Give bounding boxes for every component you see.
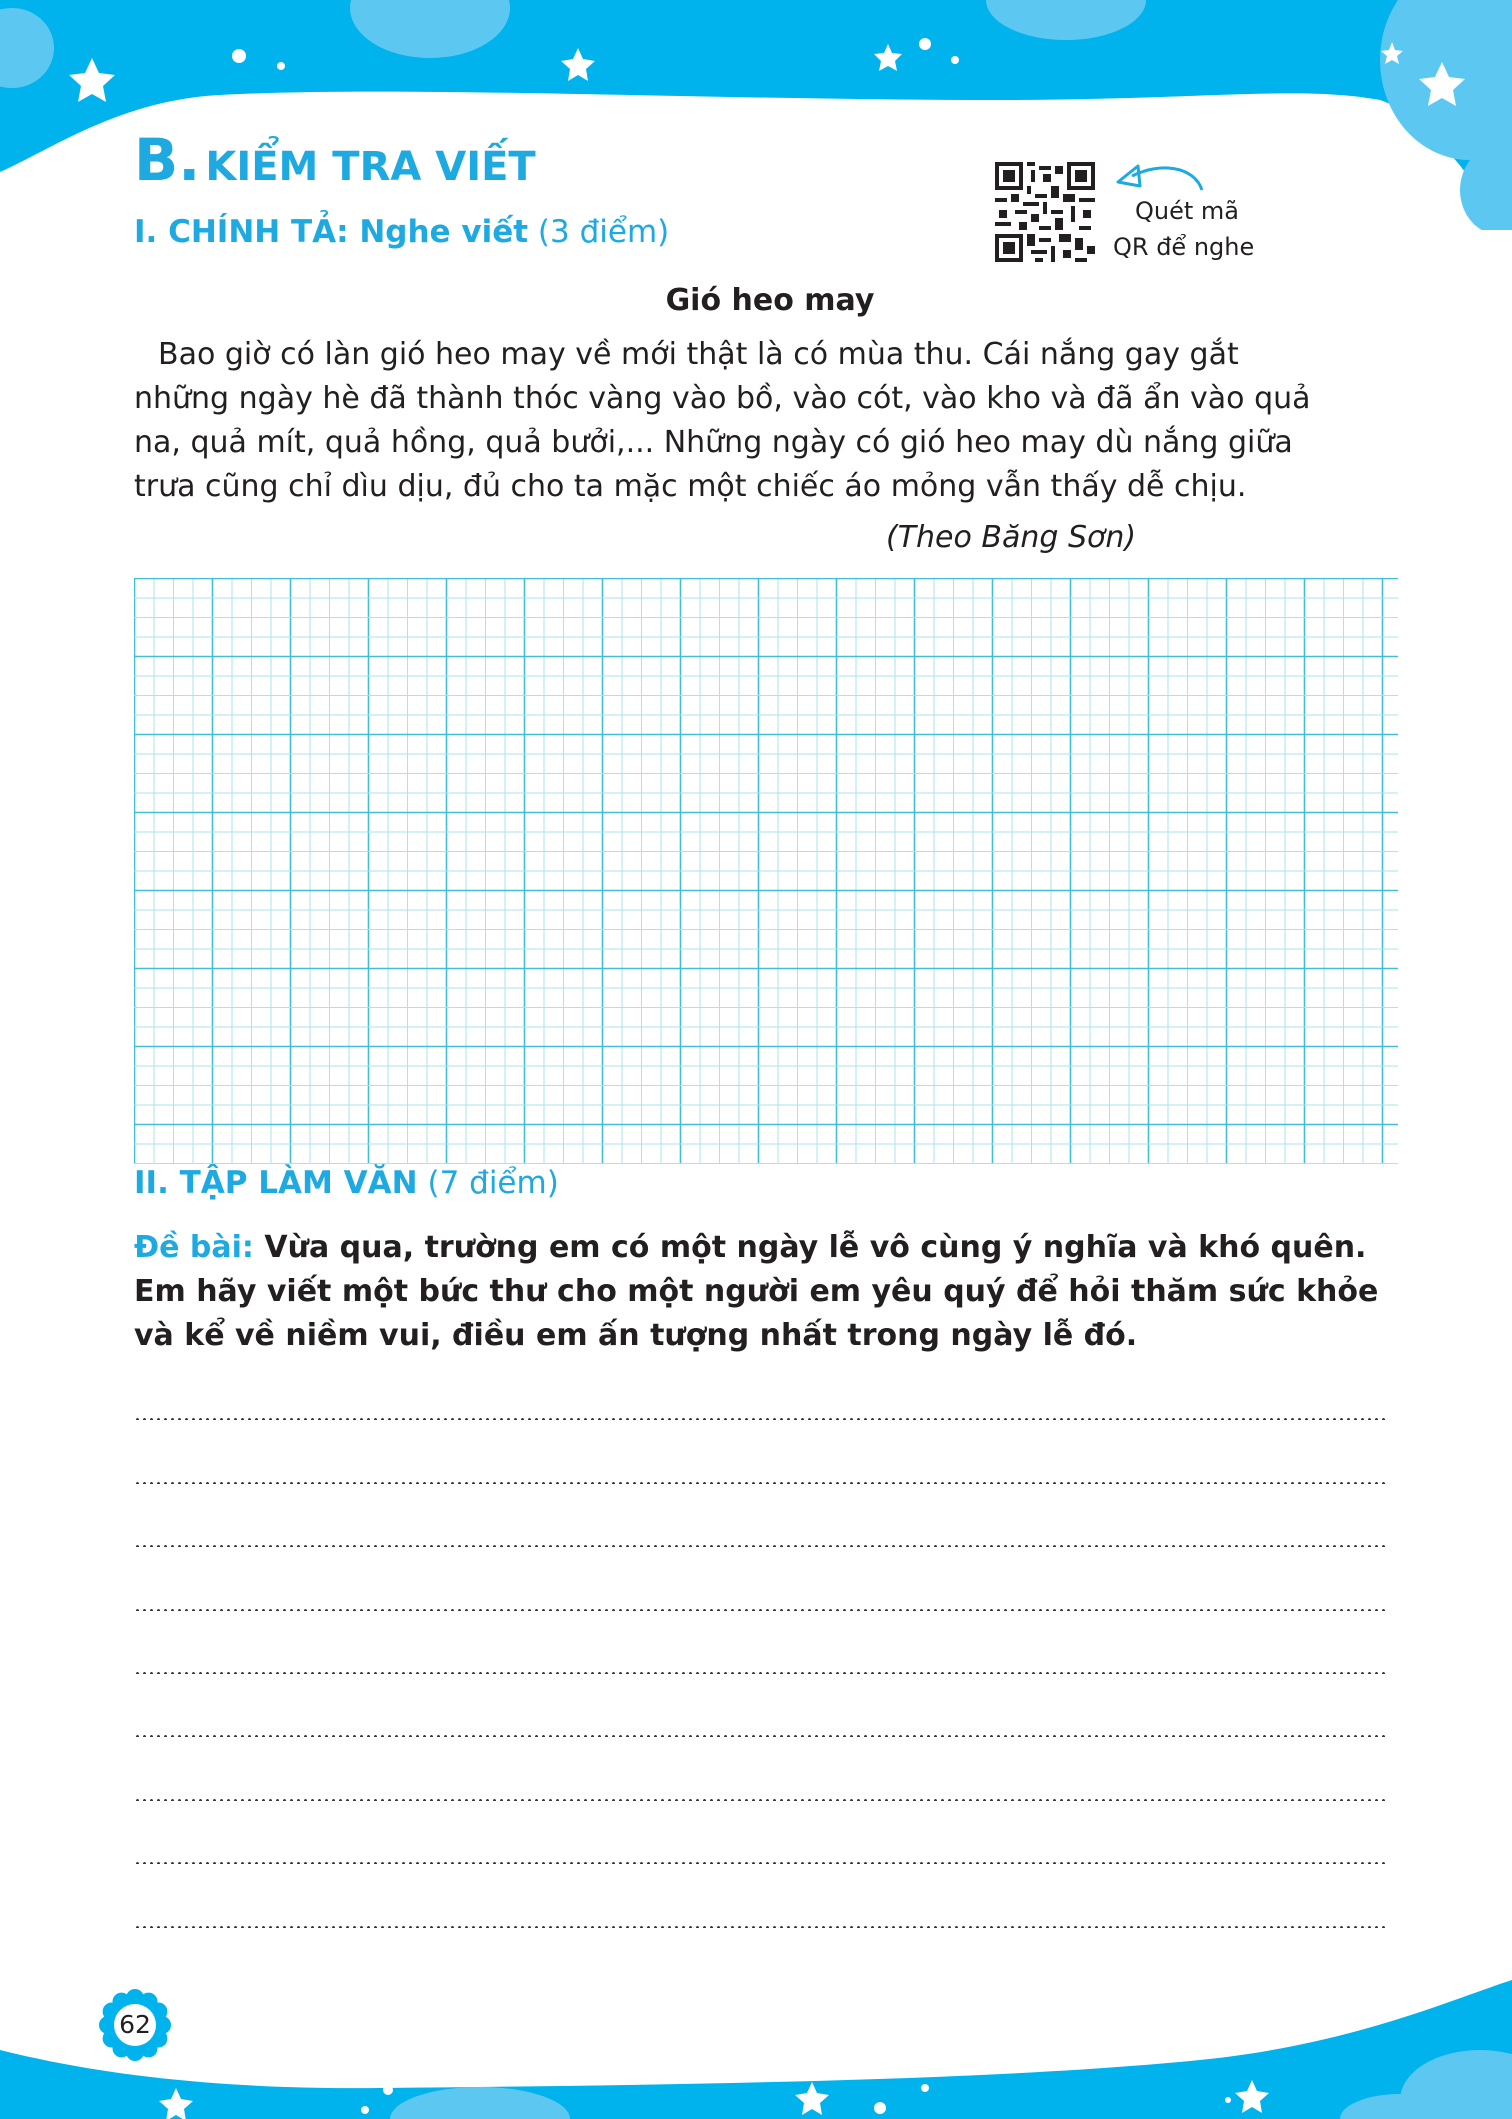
part2-title: II. TẬP LÀM VĂN xyxy=(134,1165,418,1201)
essay-prompt xyxy=(134,1226,1394,1358)
answer-line[interactable] xyxy=(134,1799,1386,1801)
part2-heading xyxy=(134,1165,559,1201)
bottom-banner xyxy=(0,1940,1512,2119)
part1-points: (3 điểm) xyxy=(537,214,670,250)
answer-line[interactable] xyxy=(134,1545,1386,1547)
passage-line: trưa cũng chỉ dìu dịu, đủ cho ta mặc một chiếc áo mỏng vẫn thấy dễ chịu. xyxy=(134,469,1247,504)
prompt-text: Vừa qua, trường em có một ngày lễ vô cùng ý nghĩa và khó quên. Em hãy viết một bức thư cho một người em yêu quý để hỏi thăm sức khỏe và kể về niềm vui, điều em ấn tượng nhất trong ngày lễ đó. xyxy=(134,1230,1379,1353)
answer-line[interactable] xyxy=(134,1482,1386,1484)
passage-line: những ngày hè đã thành thóc vàng vào bồ, vào cót, vào kho và đã ẩn vào quả xyxy=(134,381,1311,416)
passage-line: Bao giờ có làn gió heo may về mới thật là có mùa thu. Cái nắng gay gắt xyxy=(158,337,1239,372)
part1-heading xyxy=(134,214,669,250)
section-letter: B. xyxy=(134,126,201,194)
answer-line[interactable] xyxy=(134,1609,1386,1611)
prompt-label: Đề bài: xyxy=(134,1230,254,1265)
story-title: Gió heo may xyxy=(665,283,875,318)
story-passage xyxy=(134,333,1394,509)
writing-grid[interactable] xyxy=(134,578,1398,1164)
qr-code-icon[interactable] xyxy=(995,162,1095,262)
section-title: KIỂM TRA VIẾT xyxy=(205,144,536,190)
curved-arrow-icon xyxy=(1110,160,1206,196)
qr-label-line2: QR để nghe xyxy=(1113,233,1255,261)
qr-label-line1: Quét mã xyxy=(1135,197,1239,225)
passage-line: na, quả mít, quả hồng, quả bưởi,... Những ngày có gió heo may dù nắng giữa xyxy=(134,425,1293,460)
answer-line[interactable] xyxy=(134,1862,1386,1864)
story-source: (Theo Băng Sơn) xyxy=(886,520,1137,555)
answer-line[interactable] xyxy=(134,1418,1386,1420)
part2-points: (7 điểm) xyxy=(427,1165,559,1201)
answer-line[interactable] xyxy=(134,1735,1386,1737)
answer-line[interactable] xyxy=(134,1672,1386,1674)
top-banner xyxy=(0,0,1512,230)
section-heading xyxy=(134,126,536,194)
page-number: 62 xyxy=(119,2010,151,2039)
part1-title: I. CHÍNH TẢ: Nghe viết xyxy=(134,214,529,250)
answer-line[interactable] xyxy=(134,1926,1386,1928)
